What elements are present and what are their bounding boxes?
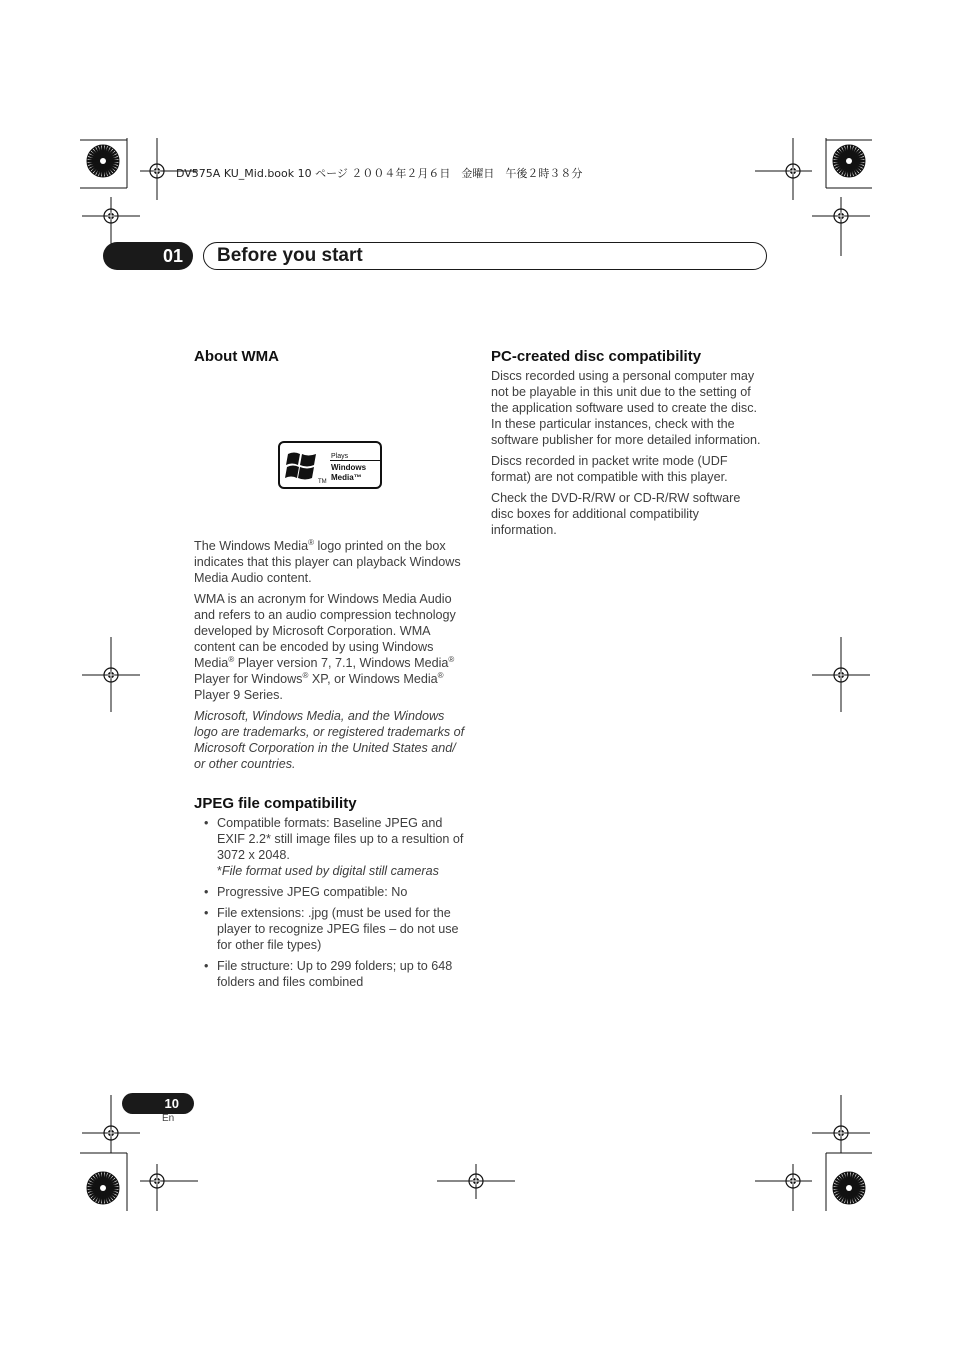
pc-disc-paragraph-1: Discs recorded using a personal computer may not be playable in this unit due to the setting of the application software used to create the disc. In these particular instances, check with the software publisher for more detailed information.	[491, 369, 761, 447]
page-language: En	[162, 1113, 175, 1124]
about-wma-heading: About WMA	[194, 348, 279, 365]
logo-divider	[330, 460, 380, 461]
jpeg-heading: JPEG file compatibility	[194, 795, 357, 812]
logo-media-text: Media™	[331, 473, 362, 482]
list-item: • File extensions: .jpg (must be used for the player to recognize JPEG files – do not use for other file types)	[194, 905, 470, 953]
list-item: • Progressive JPEG compatible: No	[194, 884, 470, 900]
jpeg-bullet-list	[194, 815, 470, 990]
pc-disc-heading: PC-created disc compatibility	[491, 348, 702, 365]
page-number: 10	[122, 1093, 194, 1114]
list-item: • File structure: Up to 299 folders; up to 648 folders and files combined	[194, 958, 470, 990]
logo-plays-text: Plays	[331, 453, 349, 460]
chapter-number-badge: 01	[103, 242, 193, 270]
windows-media-logo-area	[194, 368, 470, 538]
left-column	[194, 348, 470, 995]
windows-media-logo	[278, 441, 382, 489]
list-item: • Compatible formats: Baseline JPEG and EXIF 2.2* still image files up to a resultion of 3072 x 2048. *File format used by digital still cameras	[194, 815, 470, 879]
logo-windows-text: Windows	[331, 463, 367, 472]
chapter-title: Before you start	[217, 245, 363, 266]
wma-acronym-paragraph: WMA is an acronym for Windows Media Audio and refers to an audio compression technology developed by Microsoft Corporation. WMA content can be encoded by using Windows Media® Player version 7, 7.1, Windows Media® Player for Windows® XP, or Windows Media® Player 9 Series.	[194, 592, 456, 702]
wma-logo-paragraph: The Windows Media® logo printed on the box indicates that this player can playback Windows Media Audio content.	[194, 538, 461, 585]
right-column	[491, 348, 763, 543]
trademark-note: Microsoft, Windows Media, and the Windows logo are trademarks, or registered trademarks of Microsoft Corporation in the United States and/ or other countries.	[194, 709, 465, 771]
print-header-line: DV575A KU_Mid.book 10 ページ ２００４年２月６日 金曜日 午後２時３８分	[176, 167, 583, 180]
windows-flag-icon	[285, 448, 319, 484]
chapter-title-bar	[203, 242, 767, 270]
pc-disc-paragraph-3: Check the DVD-R/RW or CD-R/RW software disc boxes for additional compatibility information.	[491, 491, 741, 537]
pc-disc-paragraph-2: Discs recorded in packet write mode (UDF format) are not compatible with this player.	[491, 454, 728, 484]
logo-tm-mark: TM	[318, 479, 327, 485]
